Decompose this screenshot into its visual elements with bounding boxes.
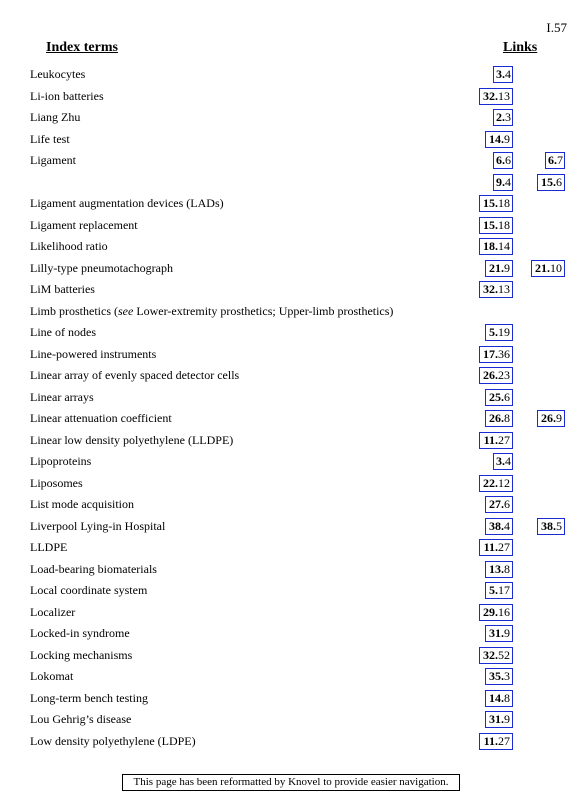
link-page: 52 bbox=[498, 647, 510, 662]
index-entry bbox=[0, 365, 581, 387]
link-line bbox=[0, 602, 581, 624]
index-term: Linear array of evenly spaced detector cells bbox=[30, 368, 240, 382]
link-chapter: 6. bbox=[496, 153, 505, 167]
page-link[interactable] bbox=[493, 109, 513, 126]
link-chapter: 11. bbox=[483, 432, 498, 447]
link-line bbox=[0, 516, 581, 538]
link-chapter: 15. bbox=[483, 196, 498, 210]
link-line bbox=[0, 150, 581, 172]
index-term: Ligament bbox=[30, 153, 76, 167]
link-page: 16 bbox=[498, 604, 510, 619]
link-chapter: 13. bbox=[489, 561, 504, 576]
link-chapter: 32. bbox=[483, 88, 498, 103]
index-entry bbox=[0, 279, 581, 301]
link-chapter: 29. bbox=[483, 604, 498, 619]
link-line bbox=[0, 64, 581, 86]
link-page: 27 bbox=[498, 432, 510, 447]
index-term: Li-ion batteries bbox=[30, 88, 104, 103]
index-entry bbox=[0, 559, 581, 581]
link-page: 6 bbox=[556, 174, 562, 189]
index-term: Lou Gehrig’s disease bbox=[30, 712, 132, 726]
index-entry bbox=[0, 129, 581, 151]
link-chapter: 11. bbox=[483, 733, 498, 748]
link-page: 6 bbox=[504, 497, 510, 511]
link-page: 27 bbox=[498, 540, 510, 554]
index-term: Linear low density polyethylene (LLDPE) bbox=[30, 432, 234, 447]
index-term: Lipoproteins bbox=[30, 454, 92, 468]
index-entry bbox=[0, 688, 581, 710]
index-term: Line of nodes bbox=[30, 325, 96, 339]
link-line bbox=[0, 107, 581, 129]
link-page: 5 bbox=[556, 518, 562, 533]
link-chapter: 26. bbox=[541, 411, 556, 425]
link-chapter: 17. bbox=[483, 346, 498, 361]
link-page: 3 bbox=[505, 110, 511, 124]
link-chapter: 5. bbox=[489, 583, 498, 597]
link-line bbox=[0, 129, 581, 151]
index-entry bbox=[0, 709, 581, 731]
index-term: Likelihood ratio bbox=[30, 239, 108, 253]
index-term: Leukocytes bbox=[30, 67, 86, 81]
link-line bbox=[0, 172, 581, 194]
index-entry bbox=[0, 344, 581, 366]
link-page: 7 bbox=[557, 153, 563, 167]
index-terms-header: Index terms bbox=[46, 40, 118, 55]
index-entry bbox=[0, 387, 581, 409]
link-line bbox=[0, 193, 581, 215]
link-page: 6 bbox=[505, 153, 511, 167]
link-page: 8 bbox=[504, 411, 510, 425]
page-link[interactable] bbox=[485, 260, 513, 277]
link-page: 8 bbox=[504, 561, 510, 576]
link-page: 13 bbox=[498, 282, 510, 296]
page-link[interactable] bbox=[485, 561, 513, 578]
see-reference-italic: see bbox=[117, 303, 134, 318]
link-line bbox=[0, 451, 581, 473]
link-page: 4 bbox=[505, 174, 511, 189]
page-link[interactable] bbox=[479, 238, 513, 255]
index-entry bbox=[0, 430, 581, 452]
page-link[interactable] bbox=[479, 88, 513, 105]
link-chapter: 21. bbox=[535, 260, 550, 275]
link-line bbox=[0, 258, 581, 280]
link-page: 18 bbox=[498, 217, 510, 232]
index-entry bbox=[0, 107, 581, 129]
index-entry bbox=[0, 451, 581, 473]
index-entry bbox=[0, 322, 581, 344]
link-chapter: 2. bbox=[496, 110, 505, 124]
index-term: Localizer bbox=[30, 604, 76, 619]
page-link[interactable] bbox=[479, 217, 513, 234]
page-link[interactable] bbox=[537, 410, 565, 427]
link-chapter: 38. bbox=[489, 518, 504, 533]
index-entry bbox=[0, 494, 581, 516]
index-entry bbox=[0, 645, 581, 667]
link-chapter: 26. bbox=[483, 368, 498, 382]
link-page: 17 bbox=[498, 583, 510, 597]
page-link[interactable] bbox=[479, 281, 513, 298]
term-text: Limb prosthetics ( bbox=[30, 303, 118, 318]
link-page: 23 bbox=[498, 368, 510, 382]
link-line bbox=[0, 473, 581, 495]
link-chapter: 25. bbox=[489, 389, 504, 404]
page-link[interactable] bbox=[479, 539, 513, 556]
link-page: 8 bbox=[504, 690, 510, 705]
index-term: Ligament augmentation devices (LADs) bbox=[30, 196, 224, 210]
index-entry bbox=[0, 215, 581, 237]
link-page: 36 bbox=[498, 346, 510, 361]
index-entry bbox=[0, 580, 581, 602]
link-page: 6 bbox=[504, 389, 510, 404]
link-chapter: 3. bbox=[496, 67, 505, 81]
index-term: Liverpool Lying-in Hospital bbox=[30, 518, 166, 533]
index-entry bbox=[0, 193, 581, 215]
index-term: Linear attenuation coefficient bbox=[30, 411, 172, 425]
index-entry bbox=[0, 473, 581, 495]
index-entry bbox=[0, 86, 581, 108]
index-term: Ligament replacement bbox=[30, 217, 138, 232]
index-term: Linear arrays bbox=[30, 389, 94, 404]
link-page: 3 bbox=[504, 669, 510, 683]
page-link[interactable] bbox=[485, 389, 513, 406]
page-link[interactable] bbox=[479, 647, 513, 664]
page-link[interactable] bbox=[485, 496, 513, 513]
link-line bbox=[0, 688, 581, 710]
link-chapter: 32. bbox=[483, 647, 498, 662]
index-term: Local coordinate system bbox=[30, 583, 148, 597]
index-term: Liang Zhu bbox=[30, 110, 81, 124]
page-link[interactable] bbox=[493, 66, 513, 83]
link-page: 9 bbox=[504, 712, 510, 726]
index-term: Long-term bench testing bbox=[30, 690, 148, 705]
link-line bbox=[0, 709, 581, 731]
link-chapter: 14. bbox=[489, 131, 504, 146]
index-term: Lilly-type pneumotachograph bbox=[30, 260, 173, 275]
link-line bbox=[0, 580, 581, 602]
link-chapter: 35. bbox=[489, 669, 504, 683]
link-line bbox=[0, 215, 581, 237]
link-chapter: 15. bbox=[541, 174, 556, 189]
link-line bbox=[0, 408, 581, 430]
link-line bbox=[0, 365, 581, 387]
index-entry-list bbox=[0, 64, 581, 752]
index-term: Liposomes bbox=[30, 475, 83, 490]
link-chapter: 22. bbox=[483, 475, 498, 490]
link-chapter: 31. bbox=[489, 712, 504, 726]
link-line bbox=[0, 322, 581, 344]
link-line bbox=[0, 494, 581, 516]
index-entry bbox=[0, 666, 581, 688]
index-entry bbox=[0, 516, 581, 538]
page-link[interactable] bbox=[479, 432, 513, 449]
link-line bbox=[0, 279, 581, 301]
page-link[interactable] bbox=[485, 711, 513, 728]
index-entry bbox=[0, 731, 581, 753]
link-chapter: 11. bbox=[483, 540, 498, 554]
link-page: 13 bbox=[498, 88, 510, 103]
link-page: 4 bbox=[504, 518, 510, 533]
link-chapter: 38. bbox=[541, 518, 556, 533]
link-chapter: 9. bbox=[496, 174, 505, 189]
index-entry bbox=[0, 150, 581, 193]
link-page: 9 bbox=[504, 626, 510, 640]
link-line bbox=[0, 387, 581, 409]
page-number: I.57 bbox=[546, 20, 567, 35]
index-term: Lokomat bbox=[30, 669, 74, 683]
link-chapter: 31. bbox=[489, 626, 504, 640]
link-chapter: 15. bbox=[483, 217, 498, 232]
page-link[interactable] bbox=[479, 195, 513, 212]
index-term: Low density polyethylene (LDPE) bbox=[30, 733, 196, 748]
page-link[interactable] bbox=[493, 174, 513, 191]
link-line bbox=[0, 344, 581, 366]
link-page: 4 bbox=[505, 67, 511, 81]
link-line bbox=[0, 236, 581, 258]
links-header: Links bbox=[503, 40, 538, 55]
link-chapter: 3. bbox=[496, 454, 505, 468]
page-link[interactable] bbox=[531, 260, 565, 277]
page-link[interactable] bbox=[493, 453, 513, 470]
link-line bbox=[0, 430, 581, 452]
link-page: 14 bbox=[498, 239, 510, 253]
link-page: 12 bbox=[498, 475, 510, 490]
page-link[interactable] bbox=[479, 604, 513, 621]
link-line bbox=[0, 731, 581, 753]
link-chapter: 18. bbox=[483, 239, 498, 253]
link-page: 27 bbox=[498, 733, 510, 748]
link-page: 10 bbox=[550, 260, 562, 275]
index-entry bbox=[0, 258, 581, 280]
index-entry bbox=[0, 408, 581, 430]
link-page: 4 bbox=[505, 454, 511, 468]
link-chapter: 5. bbox=[489, 325, 498, 339]
page-link[interactable] bbox=[537, 518, 565, 535]
page-link[interactable] bbox=[493, 152, 513, 169]
link-line bbox=[0, 301, 581, 323]
page-link[interactable] bbox=[479, 475, 513, 492]
index-term: Life test bbox=[30, 131, 70, 146]
page-link[interactable] bbox=[545, 152, 565, 169]
index-term: Locked-in syndrome bbox=[30, 626, 130, 640]
link-line bbox=[0, 645, 581, 667]
index-entry bbox=[0, 623, 581, 645]
link-page: 18 bbox=[498, 196, 510, 210]
page-link[interactable] bbox=[485, 131, 513, 148]
page-link[interactable] bbox=[485, 518, 513, 535]
link-page: 9 bbox=[504, 131, 510, 146]
page-link[interactable] bbox=[485, 324, 513, 341]
index-term: LiM batteries bbox=[30, 282, 95, 296]
page-link[interactable] bbox=[479, 346, 513, 363]
page-link[interactable] bbox=[485, 668, 513, 685]
link-chapter: 26. bbox=[489, 411, 504, 425]
page-link[interactable] bbox=[485, 410, 513, 427]
link-line bbox=[0, 537, 581, 559]
index-entry bbox=[0, 537, 581, 559]
index-entry bbox=[0, 236, 581, 258]
link-chapter: 14. bbox=[489, 690, 504, 705]
link-page: 9 bbox=[556, 411, 562, 425]
index-entry bbox=[0, 301, 581, 323]
page-link[interactable] bbox=[485, 582, 513, 599]
index-term: List mode acquisition bbox=[30, 497, 134, 511]
page-link[interactable] bbox=[537, 174, 565, 191]
link-chapter: 21. bbox=[489, 260, 504, 275]
page-link[interactable] bbox=[485, 690, 513, 707]
index-term: Load-bearing biomaterials bbox=[30, 561, 157, 576]
link-chapter: 27. bbox=[489, 497, 504, 511]
index-term: Locking mechanisms bbox=[30, 647, 133, 662]
page-link[interactable] bbox=[479, 733, 513, 750]
index-entry bbox=[0, 602, 581, 624]
link-chapter: 32. bbox=[483, 282, 498, 296]
link-line bbox=[0, 666, 581, 688]
knovel-footer-note: This page has been reformatted by Knovel to provide easier navigation. bbox=[122, 774, 460, 791]
link-line bbox=[0, 86, 581, 108]
page-link[interactable] bbox=[479, 367, 513, 384]
link-page: 9 bbox=[504, 260, 510, 275]
index-term: LLDPE bbox=[30, 540, 68, 554]
link-page: 19 bbox=[498, 325, 510, 339]
index-term: Line-powered instruments bbox=[30, 346, 157, 361]
link-line bbox=[0, 559, 581, 581]
term-text: Lower-extremity prosthetics; Upper-limb prosthetics) bbox=[133, 303, 394, 318]
index-entry bbox=[0, 64, 581, 86]
link-line bbox=[0, 623, 581, 645]
link-chapter: 6. bbox=[548, 153, 557, 167]
page-link[interactable] bbox=[485, 625, 513, 642]
